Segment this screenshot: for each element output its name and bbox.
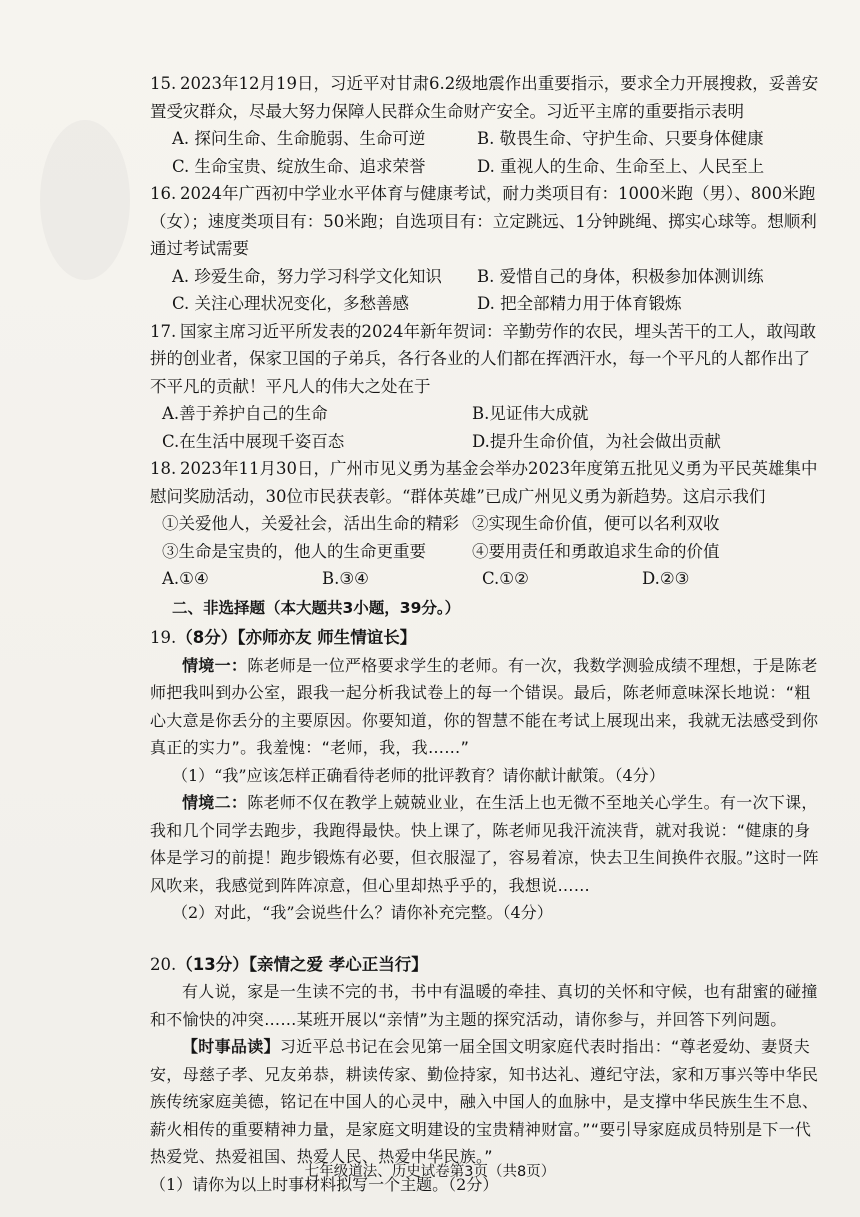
option-c: C.①② — [482, 569, 529, 588]
scan-shadow — [40, 120, 130, 280]
option-d: D. 把全部精力用于体育锻炼 — [477, 294, 682, 313]
option-c: C. 关注心理状况变化，多愁善感 — [172, 294, 410, 313]
sub-question-2: （2）对此，“我”会说些什么？请你补充完整。（4分） — [172, 903, 553, 922]
news-paragraph — [150, 1033, 820, 1171]
option-a: A.善于养护自己的生命 — [162, 404, 328, 423]
scenario-text: 陈老师不仅在教学上兢兢业业，在生活上也无微不至地关心学生。有一次下课，我和几个同学去跑步，我跑得最快。快上课了，陈老师见我汗流浃背，就对我说：“健康的身体是学习的前提！跑步锻炼有必要，但衣服湿了，容易着凉，快去卫生间换件衣服。”这时一阵风吹来，我感觉到阵阵凉意，但心里却热乎乎的，我想说…… — [150, 793, 819, 895]
news-label: 【时事品读】 — [182, 1037, 280, 1056]
question-20-heading — [150, 951, 820, 979]
question-stem: 2023年12月19日，习近平对甘肃6.2级地震作出重要指示，要求全力开展搜救，妥善安置受灾群众，尽最大努力保障人民群众生命财产安全。习近平主席的重要指示表明 — [150, 74, 819, 121]
statement-4: ④要用责任和勇敢追求生命的价值 — [472, 541, 720, 561]
question-15 — [150, 70, 820, 180]
question-number: 20. — [150, 954, 177, 974]
sub-question-1: （1）请你为以上时事材料拟写一个主题。（2分） — [150, 1174, 499, 1194]
question-18 — [150, 455, 820, 593]
option-d: D.②③ — [642, 569, 690, 588]
question-number: 16. — [150, 184, 177, 203]
exam-content — [150, 70, 820, 1198]
option-a: A. 珍爱生命，努力学习科学文化知识 — [172, 266, 442, 286]
option-b: B.见证伟大成就 — [472, 404, 589, 423]
option-a: A.①④ — [162, 569, 209, 588]
option-c: C.在生活中展现千姿百态 — [162, 431, 345, 451]
question-16 — [150, 180, 820, 318]
option-b: B.③④ — [322, 569, 369, 588]
question-stem: 国家主席习近平所发表的2024年新年贺词：辛勤劳作的农民，埋头苦干的工人，敢闯敢拼的创业者，保家卫国的子弟兵，各行各业的人们都在挥洒汗水，每一个平凡的人都作出了不平凡的贡献！平凡人的伟大之处在于 — [150, 321, 816, 396]
question-stem: 2024年广西初中学业水平体育与健康考试，耐力类项目有：1000米跑（男）、800米跑（女）；速度类项目有：50米跑；自选项目有：立定跳远、1分钟跳绳、掷实心球等。想顺利通过考试需要 — [150, 184, 817, 258]
question-stem: 2023年11月30日，广州市见义勇为基金会举办2023年度第五批见义勇为平民英雄集中慰问奖励活动，30位市民获表彰。“群体英雄”已成广州见义勇为新趋势。这启示我们 — [150, 459, 818, 506]
scenario-label: 情境二： — [182, 793, 248, 812]
question-number: 15. — [150, 74, 177, 93]
question-17 — [150, 318, 820, 456]
question-title: （8分）【亦师亦友 师生情谊长】 — [176, 628, 417, 647]
option-c: C. 生命宝贵、绽放生命、追求荣誉 — [172, 156, 426, 176]
intro-paragraph: 有人说，家是一生读不完的书，书中有温暖的牵挂、真切的关怀和守候，也有甜蜜的碰撞和不愉快的冲突……某班开展以“亲情”为主题的探究活动，请你参与，并回答下列问题。 — [150, 982, 818, 1029]
option-b: B. 敬畏生命、守护生命、只要身体健康 — [477, 129, 764, 148]
scenario-label: 情境一： — [182, 655, 248, 675]
option-a: A. 探问生命、生命脆弱、生命可逆 — [172, 129, 426, 148]
statement-2: ②实现生命价值，便可以名利双收 — [472, 514, 720, 533]
section-heading: 二、非选择题（本大题共3小题，39分。） — [172, 598, 461, 617]
page-footer: 七年级道法、历史试卷第3页（共8页） — [304, 1164, 556, 1180]
option-b: B. 爱惜自己的身体，积极参加体测训练 — [477, 266, 764, 286]
question-number: 18. — [150, 459, 177, 478]
scenario-1 — [150, 652, 820, 762]
statement-1: ①关爱他人，关爱社会，活出生命的精彩 — [162, 514, 459, 533]
statement-3: ③生命是宝贵的，他人的生命更重要 — [162, 541, 426, 561]
question-title: （13分）【亲情之爱 孝心正当行】 — [176, 954, 428, 974]
question-19-heading — [150, 624, 820, 652]
sub-question-1: （1）“我”应该怎样正确看待老师的批评教育？请你献计献策。（4分） — [172, 765, 665, 785]
option-d: D. 重视人的生命、生命至上、人民至上 — [477, 156, 765, 176]
question-number: 17. — [150, 321, 177, 341]
answer-space — [150, 927, 820, 949]
scenario-2 — [150, 789, 820, 899]
scenario-text: 陈老师是一位严格要求学生的老师。有一次，我数学测验成绩不理想，于是陈老师把我叫到办公室，跟我一起分析我试卷上的每一个错误。最后，陈老师意味深长地说：“粗心大意是你丢分的主要原因。你要知道，你的智慧不能在考试上展现出来，我就无法感受到你真正的实力”。我羞愧：“老师，我，我……” — [150, 655, 819, 757]
option-d: D.提升生命价值，为社会做出贡献 — [472, 431, 721, 451]
news-text: 习近平总书记在会见第一届全国文明家庭代表时指出：“尊老爱幼、妻贤夫安，母慈子孝、兄友弟恭，耕读传家、勤俭持家，知书达礼、遵纪守法，家和万事兴等中华民族传统家庭美德，铭记在中国人的心灵中，融入中国人的血脉中，是支撑中华民族生生不息、薪火相传的重要精神力量，是家庭文明建设的宝贵精神财富。”“要引导家庭成员特别是下一代热爱党、热爱祖国、热爱人民、热爱中华民族。” — [150, 1037, 819, 1166]
question-number: 19. — [150, 628, 177, 647]
